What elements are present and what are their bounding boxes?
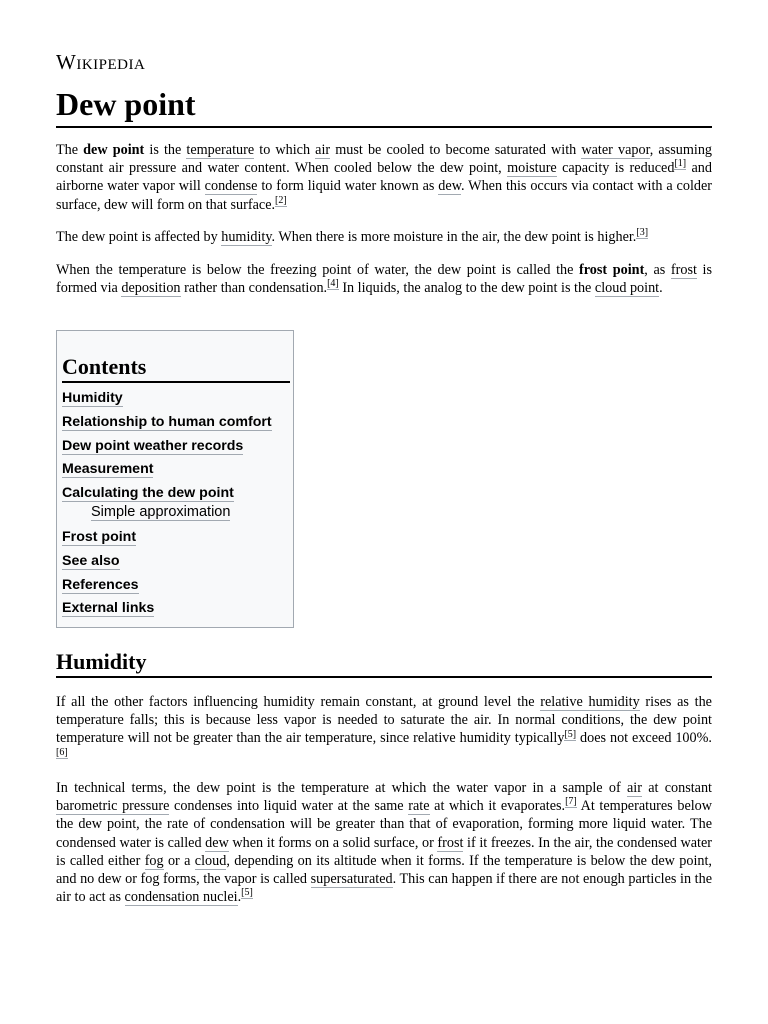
wiki-link[interactable]: air (626, 780, 642, 796)
wiki-link[interactable]: condense (204, 178, 258, 195)
table-of-contents (56, 330, 294, 628)
wiki-link[interactable]: humidity (221, 229, 272, 245)
toc-item (62, 552, 272, 570)
wiki-link[interactable]: fog (144, 852, 164, 869)
citation[interactable]: [3] (636, 227, 649, 239)
intro-paragraph-2: The dew point is affected by humidity. When there is more moisture in the air, the dew point is higher.[3] (56, 227, 649, 245)
wiki-link[interactable]: deposition (121, 280, 181, 297)
wiki-link[interactable]: supersaturated (310, 871, 393, 888)
toc-item (62, 528, 272, 546)
toc-subitem (62, 503, 272, 521)
wiki-link[interactable]: water vapor (581, 142, 650, 158)
toc-link[interactable]: Measurement (62, 461, 154, 478)
wiki-link[interactable]: condensation nuclei (124, 889, 238, 906)
section-heading-humidity: Humidity (56, 648, 712, 678)
toc-link[interactable]: Calculating the dew point (62, 485, 234, 502)
toc-item (62, 576, 272, 594)
citation[interactable]: [6] (56, 746, 68, 758)
wiki-link[interactable]: rate (408, 798, 430, 815)
bold-term: frost point (579, 262, 645, 278)
citation[interactable]: [7] (565, 796, 577, 808)
page-title: Dew point (56, 84, 712, 128)
intro-paragraph-1: The dew point is the temperature to which air must be cooled to become saturated with water vapor, assuming constant air pressure and water content. When cooled below the dew point, moisture capacity is reduced[1] and airborne water vapor will condense to form liquid water known as dew. When this occurs via contact with a colder surface, dew will form on that surface.[2] (56, 142, 713, 213)
wiki-link[interactable]: relative humidity (540, 694, 640, 710)
wiki-link[interactable]: cloud (194, 852, 227, 869)
toc-item (62, 413, 272, 431)
citation[interactable]: [5] (241, 887, 253, 899)
citation[interactable]: [5] (564, 728, 577, 740)
toc-item (62, 389, 272, 407)
wiki-link[interactable]: moisture (507, 160, 557, 177)
bold-term: dew point (83, 142, 145, 158)
toc-list (62, 389, 272, 623)
wiki-link[interactable]: cloud point (594, 280, 660, 297)
toc-link[interactable]: References (62, 576, 139, 593)
wiki-link[interactable]: dew (438, 178, 462, 195)
wiki-link[interactable]: frost (670, 262, 697, 278)
citation[interactable]: [4] (327, 278, 339, 290)
wikipedia-logo[interactable]: Wikipedia (56, 50, 146, 74)
wiki-link[interactable]: frost (437, 834, 464, 851)
citation[interactable]: [1] (674, 158, 687, 170)
humidity-paragraph-1: If all the other factors influencing humidity remain constant, at ground level the relative humidity rises as the temperature falls; this is because less vapor is needed to saturate the air. In normal conditions, the dew point temperature will not be greater than the air temperature, since relative humidity typically[5] does not exceed 100%.[6] (56, 694, 712, 758)
toc-item (62, 437, 272, 455)
toc-link[interactable]: See also (62, 552, 120, 569)
toc-item (62, 484, 272, 502)
humidity-paragraph-2: In technical terms, the dew point is the temperature at which the water vapor in a sample of air at constant barometric pressure condenses into liquid water at the same rate at which it evaporates.[7] At temperatures below the dew point, the rate of condensation will be greater than that of evaporation, forming more liquid water. The condensed water is called dew when it forms on a solid surface, or frost if it freezes. In the air, the condensed water is called either fog or a cloud, depending on its altitude when it forms. If the temperature is below the dew point, and no dew or fog forms, the vapor is called supersaturated. This can happen if there are not enough particles in the air to act as condensation nuclei.[5] (56, 780, 713, 906)
toc-link[interactable]: Dew point weather records (62, 437, 244, 454)
citation[interactable]: [2] (275, 194, 287, 206)
wiki-link[interactable]: dew (205, 834, 229, 851)
toc-link[interactable]: Frost point (62, 528, 137, 545)
toc-item (62, 460, 272, 478)
toc-item (62, 599, 272, 617)
toc-link[interactable]: Simple approximation (91, 503, 231, 520)
toc-link[interactable]: Humidity (62, 390, 123, 406)
wiki-link[interactable]: air (315, 142, 331, 158)
wiki-link[interactable]: barometric pressure (56, 798, 170, 815)
toc-link[interactable]: Relationship to human comfort (62, 413, 272, 430)
toc-title: Contents (62, 353, 290, 383)
toc-link[interactable]: External links (62, 600, 155, 617)
wiki-link[interactable]: temperature (186, 142, 255, 158)
intro-paragraph-3: When the temperature is below the freezing point of water, the dew point is called the frost point, as frost is formed via deposition rather than condensation.[4] In liquids, the analog to the dew point is the cloud point. (56, 262, 713, 297)
